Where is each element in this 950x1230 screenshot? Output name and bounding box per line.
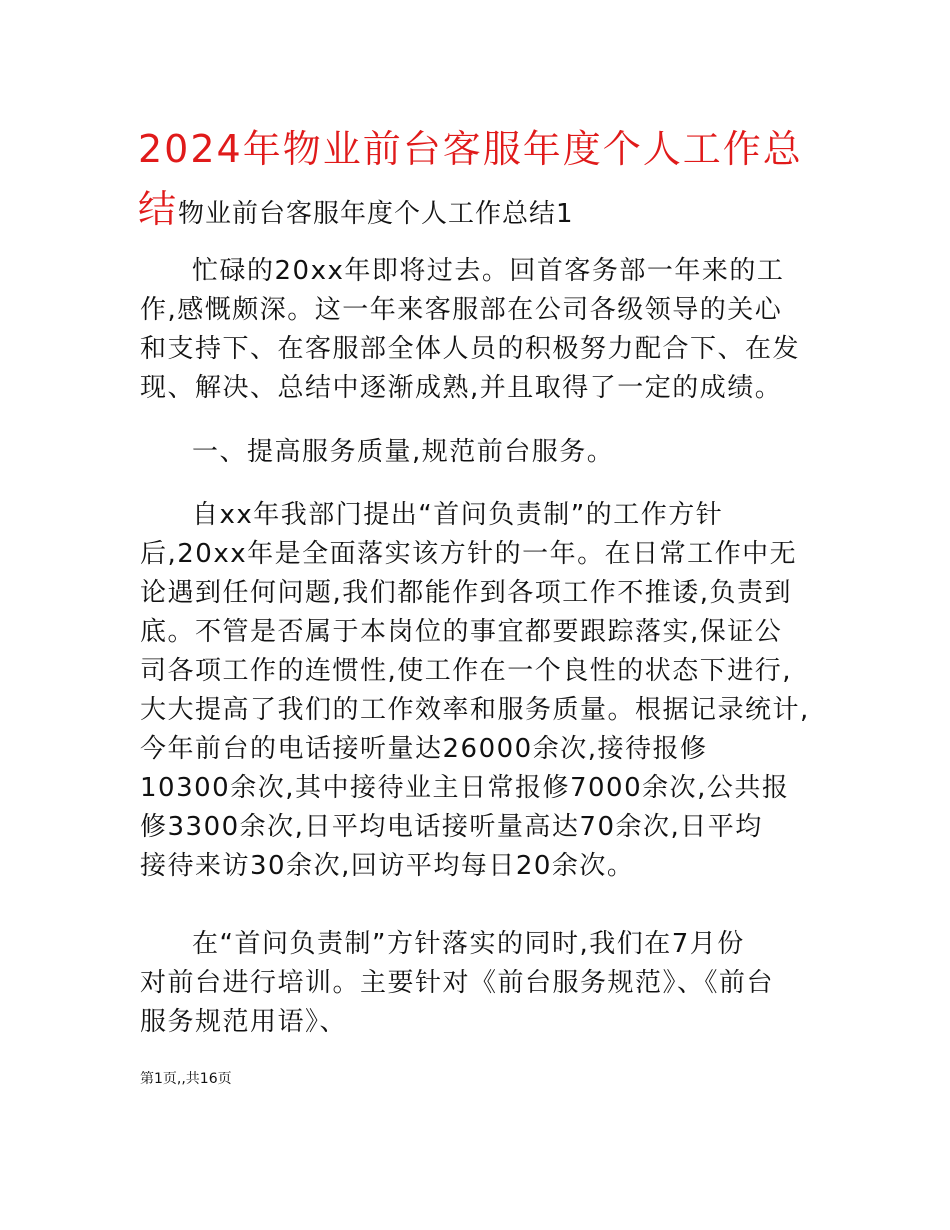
paragraph-3-line-3: 论遇到任何问题,我们都能作到各项工作不推诿,负责到 <box>140 578 793 608</box>
paragraph-1 <box>140 252 830 408</box>
paragraph-1-line-4: 现、解决、总结中逐渐成熟,并且取得了一定的成绩。 <box>140 373 783 403</box>
paragraph-3-line-1: 自xx年我部门提出“首问负责制”的工作方针 <box>192 500 724 530</box>
document-title-line-2 <box>138 186 574 237</box>
paragraph-3 <box>140 496 830 886</box>
paragraph-1-line-1: 忙碌的20xx年即将过去。回首客务部一年来的工 <box>192 256 785 286</box>
paragraph-1-line-3: 和支持下、在客服部全体人员的积极努力配合下、在发 <box>140 334 801 364</box>
document-subtitle: 物业前台客服年度个人工作总结1 <box>178 199 574 229</box>
paragraph-3-line-6: 大大提高了我们的工作效率和服务质量。根据记录统计, <box>140 695 810 725</box>
document-title-line-1: 2024年物业前台客服年度个人工作总 <box>138 127 803 171</box>
paragraph-3-line-8: 10300余次,其中接待业主日常报修7000余次,公共报 <box>140 773 790 803</box>
paragraph-3-line-5: 司各项工作的连惯性,使工作在一个良性的状态下进行, <box>140 656 793 686</box>
document-title-end: 结 <box>138 187 179 231</box>
paragraph-3-line-7: 今年前台的电话接听量达26000余次,接待报修 <box>140 734 708 764</box>
paragraph-3-line-9: 修3300余次,日平均电话接听量高达70余次,日平均 <box>140 812 763 842</box>
paragraph-3-line-2: 后,20xx年是全面落实该方针的一年。在日常工作中无 <box>140 539 798 569</box>
paragraph-3-line-10: 接待来访30余次,回访平均每日20余次。 <box>140 851 635 881</box>
section-heading-1: 一、提高服务质量,规范前台服务。 <box>192 437 615 467</box>
page-footer: 第1页,,共16页 <box>140 1071 232 1087</box>
paragraph-3-line-4: 底。不管是否属于本岗位的事宜都要跟踪落实,保证公 <box>140 617 783 647</box>
paragraph-1-line-2: 作,感慨颇深。这一年来客服部在公司各级领导的关心 <box>140 295 783 325</box>
paragraph-2 <box>140 433 830 472</box>
paragraph-4-line-3: 服务规范用语》、 <box>140 1007 348 1037</box>
paragraph-4-line-1: 在“首问负责制”方针落实的同时,我们在7月份 <box>192 929 745 959</box>
paragraph-4-line-2: 对前台进行培训。主要针对《前台服务规范》、《前台 <box>140 968 775 998</box>
paragraph-4 <box>140 925 830 1042</box>
